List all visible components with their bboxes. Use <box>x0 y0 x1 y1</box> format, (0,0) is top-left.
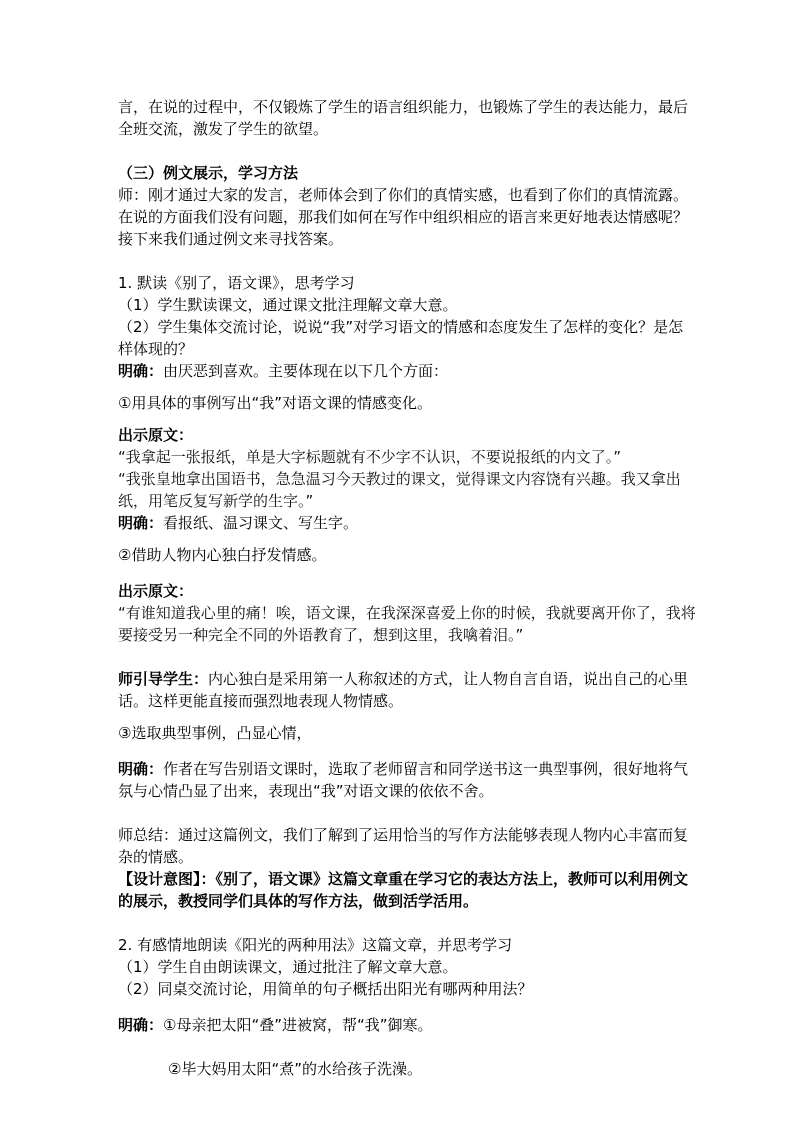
clarify1-text: 由厌恶到喜欢。主要体现在以下几个方面： <box>163 362 449 380</box>
answer1-line <box>118 1014 698 1036</box>
clarify4-label: 明确： <box>118 1016 164 1034</box>
answer1: ①母亲把太阳“叠”进被窝，帮“我”御寒。 <box>163 1016 433 1034</box>
item2-step1: （1）学生自由朗读课文，通过批注了解文章大意。 <box>118 958 458 976</box>
item2-title: 2. 有感情地朗读《阳光的两种用法》这篇文章，并思考学习 <box>118 936 513 954</box>
guide-label: 师引导学生： <box>118 670 209 688</box>
quote1a: “我拿起一张报纸，单是大字标题就有不少字不认识，不要说报纸的内文了。” <box>118 448 622 466</box>
clarify2-text: 看报纸、温习课文、写生字。 <box>163 514 359 532</box>
item1-title: 1. 默读《别了，语文课》，思考学习 <box>118 274 355 292</box>
quote2: “有谁知道我心里的痛！唉，语文课，在我深深喜爱上你的时候，我就要离开你了，我将要接受另一种完全不同的外语教育了，想到这里，我噙着泪。” <box>118 604 696 644</box>
intro-paragraph: 言，在说的过程中，不仅锻炼了学生的语言组织能力，也锻炼了学生的表达能力，最后全班交流，激发了学生的欲望。 <box>118 98 689 138</box>
document-body <box>118 96 698 1080</box>
quote1b: “我张皇地拿出国语书，急急温习今天教过的课文，觉得课文内容饶有兴趣。我又拿出纸，用笔反复写新学的生字。” <box>118 470 681 510</box>
clarify2 <box>118 512 698 534</box>
show-original-label-2: 出示原文： <box>118 582 194 600</box>
point1: ①用具体的事例写出“我”对语文课的情感变化。 <box>118 394 432 412</box>
item1-step2: （2）学生集体交流讨论，说说“我”对学习语文的情感和态度发生了怎样的变化？是怎样体现的？ <box>118 318 684 358</box>
clarify3-text: 作者在写告别语文课时，选取了老师留言和同学送书这一典型事例，很好地将气氛与心情凸显了出来，表现出“我”对语文课的依依不舍。 <box>118 760 689 800</box>
point2: ②借助人物内心独白抒发情感。 <box>118 546 327 564</box>
clarify1-label: 明确： <box>118 362 164 380</box>
show-original-label-1: 出示原文： <box>118 426 194 444</box>
point3: ③选取典型事例，凸显心情， <box>118 724 312 742</box>
teacher-intro: 师：刚才通过大家的发言，老师体会到了你们的真情实感，也看到了你们的真情流露。在说的方面我们没有问题，那我们如何在写作中组织相应的语言来更好地表达情感呢？接下来我们通过例文来寻找答案。 <box>118 186 689 248</box>
teacher-summary: 师总结：通过这篇例文，我们了解到了运用恰当的写作方法能够表现人物内心丰富而复杂的情感。 <box>118 826 689 866</box>
item1-step1: （1）学生默读课文，通过课文批注理解文章大意。 <box>118 296 458 314</box>
clarify1 <box>118 360 698 382</box>
section-heading: （三）例文展示，学习方法 <box>118 164 299 182</box>
guide-text: 内心独白是采用第一人称叙述的方式，让人物自言自语，说出自己的心里话。这样更能直接而强烈地表现人物情感。 <box>118 670 689 710</box>
answer2: ②毕大妈用太阳“煮”的水给孩子洗澡。 <box>168 1060 422 1078</box>
design-intent: 【设计意图】：《别了，语文课》这篇文章重在学习它的表达方法上，教师可以利用例文的展示，教授同学们具体的写作方法，做到活学活用。 <box>118 870 689 910</box>
clarify3 <box>118 758 698 802</box>
clarify2-label: 明确： <box>118 514 164 532</box>
clarify3-label: 明确： <box>118 760 164 778</box>
item2-step2: （2）同桌交流讨论，用简单的句子概括出阳光有哪两种用法？ <box>118 980 533 998</box>
teacher-guide <box>118 668 698 712</box>
